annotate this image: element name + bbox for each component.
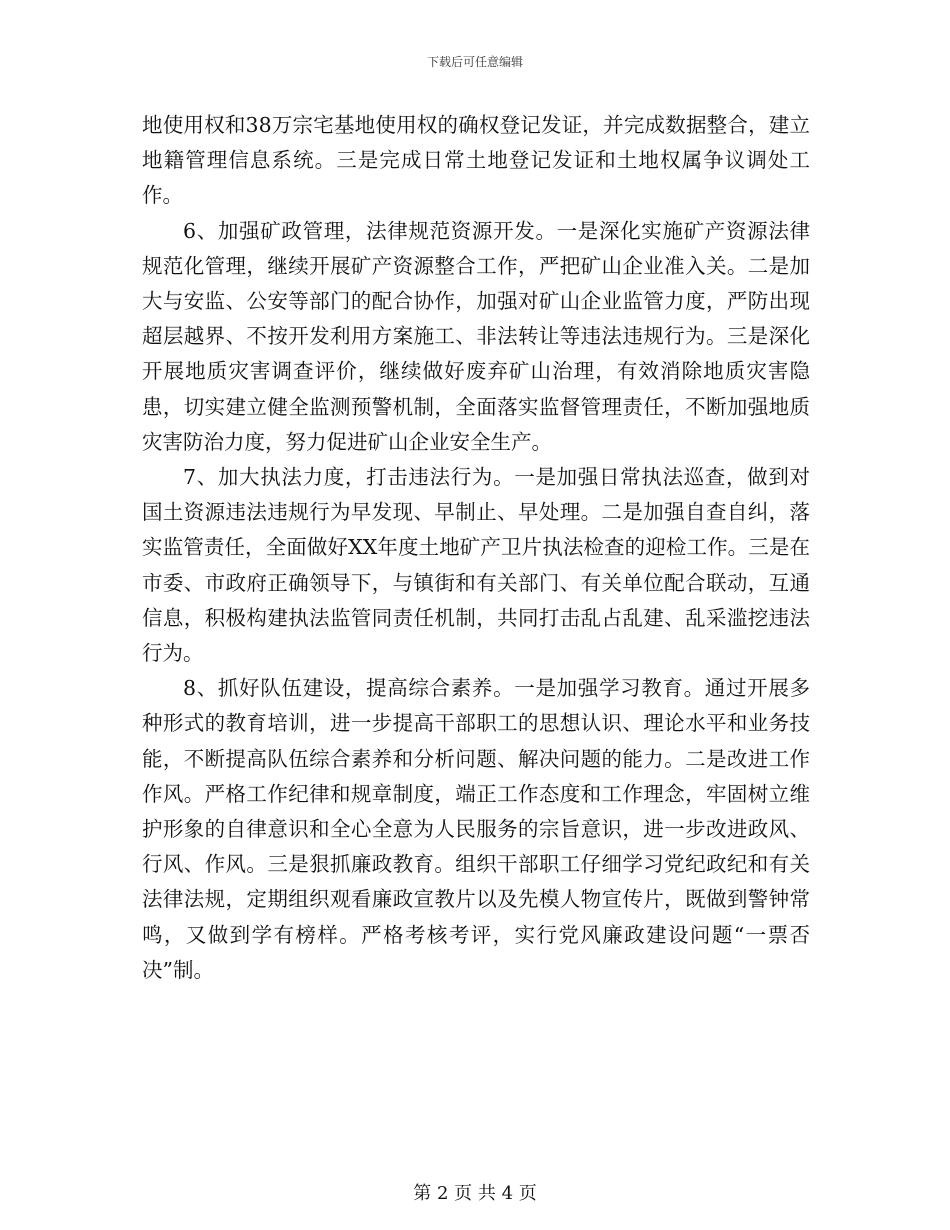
page-header: 下载后可任意编辑 [426, 55, 523, 69]
document-body [142, 108, 810, 988]
page-number-footer: 第 2 页 共 4 页 [413, 1183, 537, 1204]
paragraph-land-registration: 地使用权和38万宗宅基地使用权的确权登记发证，并完成数据整合，建立地籍管理信息系统。三是完成日常土地登记发证和土地权属争议调处工作。 [142, 113, 810, 208]
paragraph-mining-management: 6、加强矿政管理，法律规范资源开发。一是深化实施矿产资源法律规范化管理，继续开展矿产资源整合工作，严把矿山企业准入关。二是加大与安监、公安等部门的配合协作，加强对矿山企业监管力度，严防出现超层越界、不按开发利用方案施工、非法转让等违法违规行为。三是深化开展地质灾害调查评价，继续做好废弃矿山治理，有效消除地质灾害隐患，切实建立健全监测预警机制，全面落实监督管理责任，不断加强地质灾害防治力度，努力促进矿山企业安全生产。 [142, 218, 810, 454]
paragraph-law-enforcement: 7、加大执法力度，打击违法行为。一是加强日常执法巡查，做到对国土资源违法违规行为早发现、早制止、早处理。二是加强自查自纠，落实监管责任，全面做好XX年度土地矿产卫片执法检查的迎检工作。三是在市委、市政府正确领导下，与镇街和有关部门、有关单位配合联动，互通信息，积极构建执法监管同责任机制，共同打击乱占乱建、乱采滥挖违法行为。 [142, 465, 810, 666]
paragraph-team-building: 8、抓好队伍建设，提高综合素养。一是加强学习教育。通过开展多种形式的教育培训，进一步提高干部职工的思想认识、理论水平和业务技能，不断提高队伍综合素养和分析问题、解决问题的能力。二是改进工作作风。严格工作纪律和规章制度，端正工作态度和工作理念，牢固树立维护形象的自律意识和全心全意为人民服务的宗旨意识，进一步改进政风、行风、作风。三是狠抓廉政教育。组织干部职工仔细学习党纪政纪和有关法律法规，定期组织观看廉政宣教片以及先模人物宣传片，既做到警钟常鸣，又做到学有榜样。严格考核考评，实行党风廉政建设问题“一票否决”制。 [142, 676, 810, 982]
